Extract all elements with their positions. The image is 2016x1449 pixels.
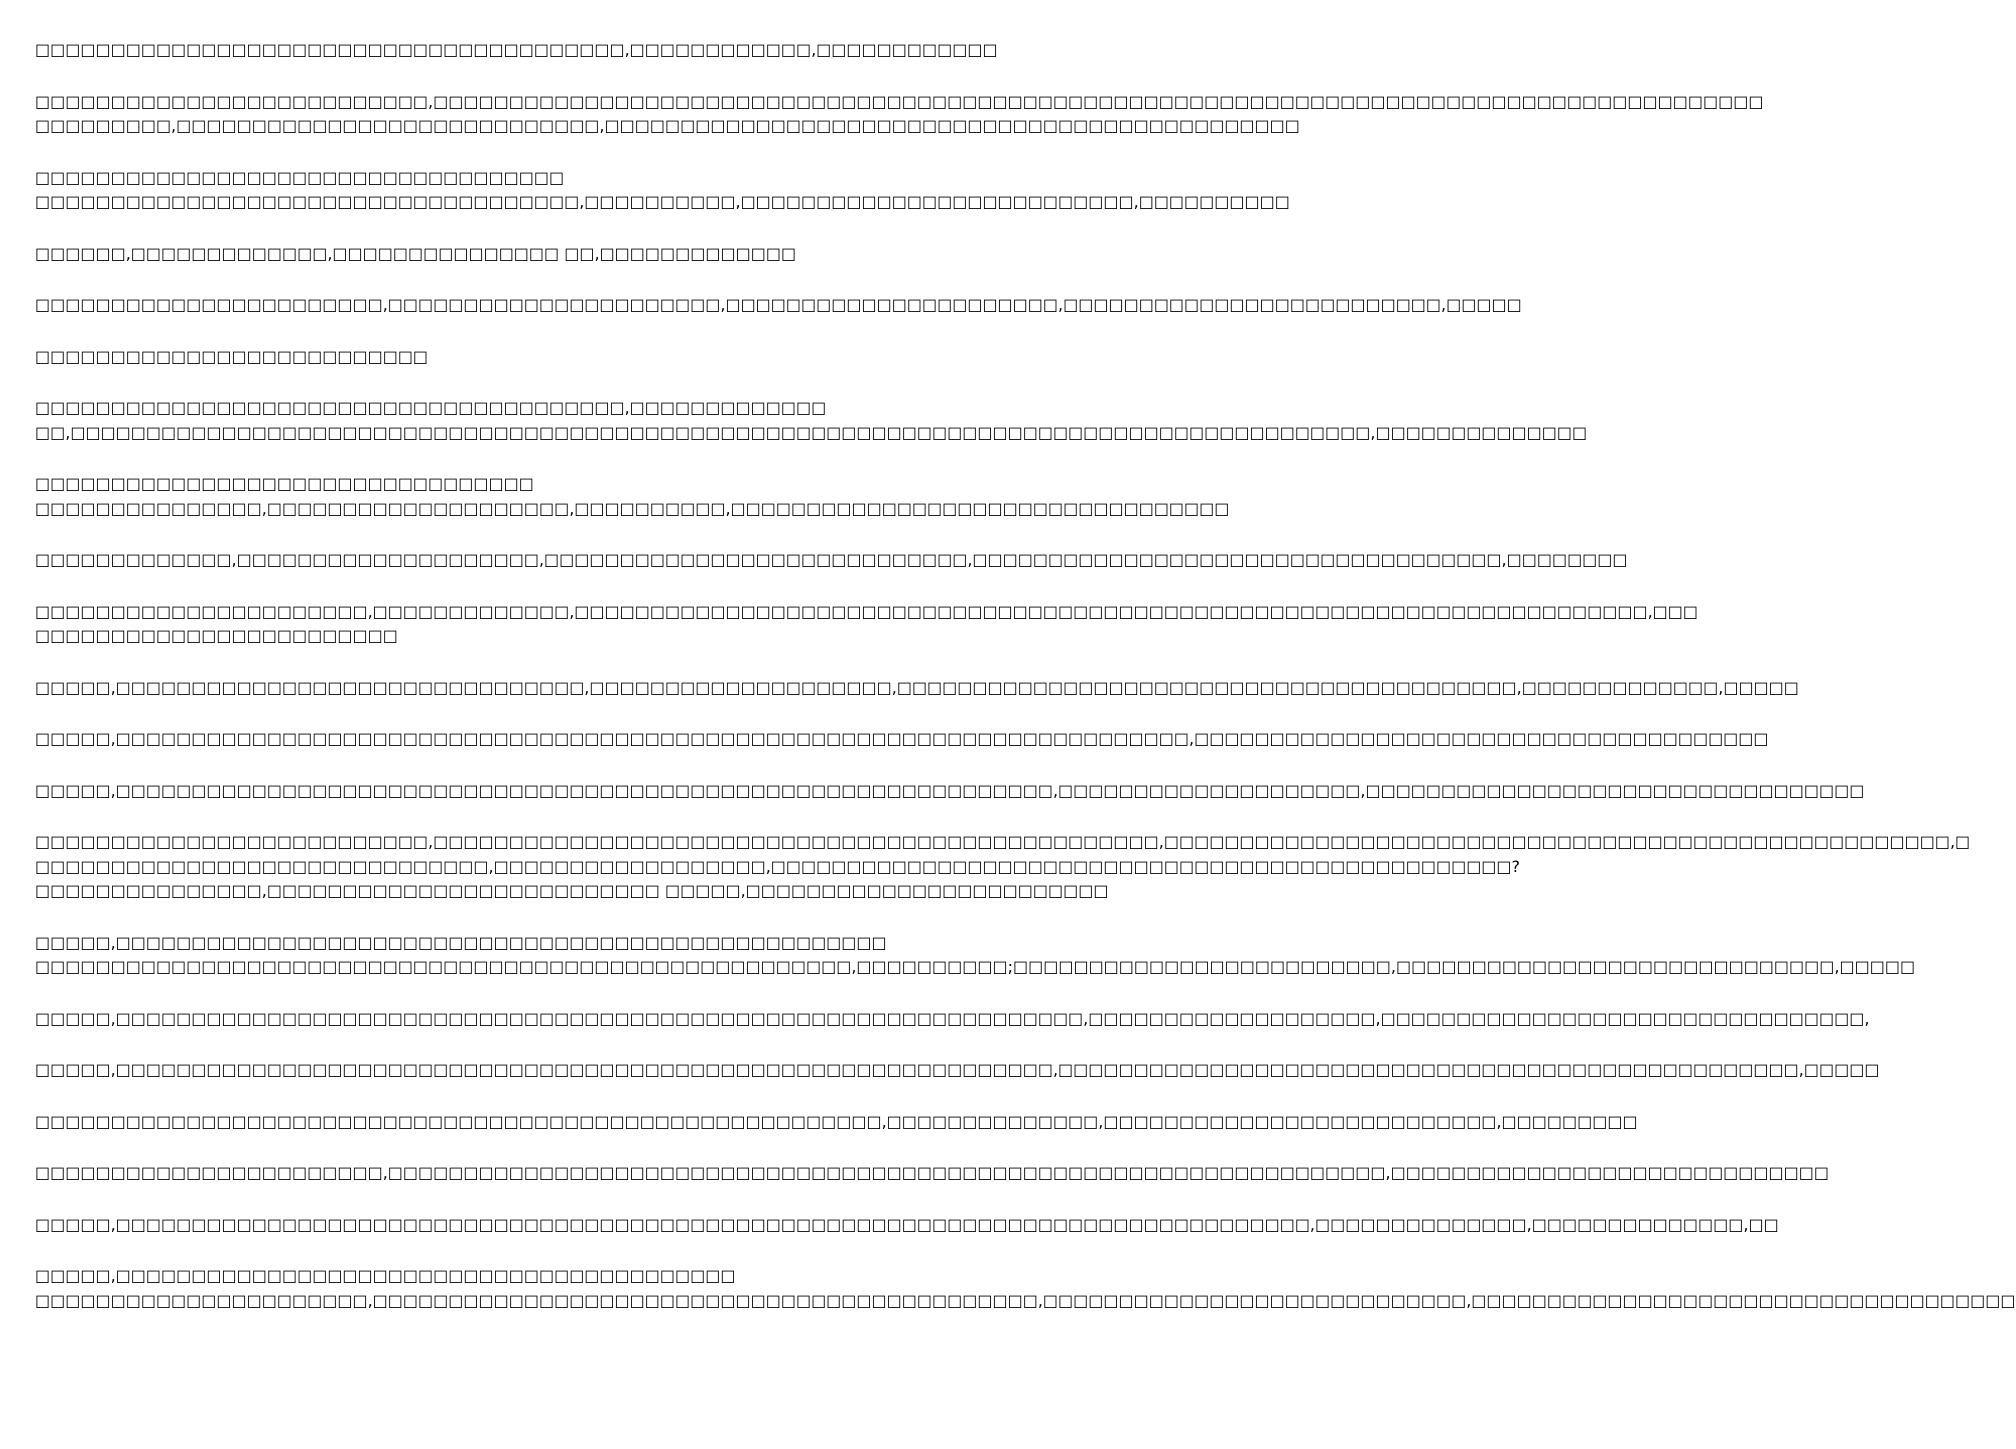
- paragraph: [35, 38, 998, 63]
- text-line: □□□□□□□□□□□□□□□□□□□□□□□□□□□□□□□□□□□□□□□,□□□□□□□□□□□□,□□□□□□□□□□□□: [35, 40, 998, 59]
- text-line: □□□□□,□□□□□□□□□□□□□□□□□□□□□□□□□□□□□□□□□□□□□□□□□□□□□□□□□□□□□□□□□□□□□□,□□□□□□□□□□□□□□□□□□□□,□□□□□□□□□□□□□□□□□□□□□□□□□□□□□□□□□: [35, 780, 1865, 800]
- text-line: □□□□□□□□□□□□□,□□□□□□□□□□□□□□□□□□□□,□□□□□□□□□□□□□□□□□□□□□□□□□□□□,□□□□□□□□□□□□□□□□□□□□□□□□□□□□□□□□□□□,□□□□□□□□: [35, 550, 1628, 569]
- paragraph: [35, 1161, 1829, 1186]
- text-line: □□□□□□□□□□□□□□□□□□□□□□□□□□□□□□□□□□□□□□□□□□□□□□□□□□□□□□,□□□□□□□□□□;□□□□□□□□□□□□□□□□□□□□□□□□□,□□□□□□□□□□□□□□□□□□□□□□□□□□□□□,□□□□□: [35, 957, 1916, 976]
- text-line: □□□□□□□□□□□□□□□□□□□□□□□□□□: [35, 346, 429, 366]
- text-line: □□□□□,□□□□□□□□□□□□□□□□□□□□□□□□□□□□□□□□□□□□□□□□□□□□□□□□□□□: [35, 932, 887, 952]
- text-line: □□□□□,□□□□□□□□□□□□□□□□□□□□□□□□□□□□□□□□□□□□□□□□□□□□□□□□□□□□□□□□□□□□□□□□,□□□□□□□□□□□□□□□□□□□,□□□□□□□□□□□□□□□□□□□□□□□□□□□□□□□□,: [35, 1008, 1870, 1028]
- text-line: □□□□□□,□□□□□□□□□□□□□,□□□□□□□□□□□□□□□ □□,□□□□□□□□□□□□□: [35, 243, 797, 263]
- text-line: □□□□□,□□□□□□□□□□□□□□□□□□□□□□□□□□□□□□□□□□□□□□□□□□□□□□□□□□□□□□□□□□□□□□□□□□□□□□□□□□□□□□□,□□□□□□□□□□□□□□,□□□□□□□□□□□□□□,□□: [35, 1214, 1779, 1234]
- paragraph: [35, 1058, 1880, 1083]
- text-line: □□□□□□□□□□□□□□□□□□□□□□□□□□□□□□□□□: [35, 474, 534, 493]
- text-line: □□□□□□□□□□□□□□□,□□□□□□□□□□□□□□□□□□□□,□□□□□□□□□□,□□□□□□□□□□□□□□□□□□□□□□□□□□□□□□□□□: [35, 498, 1230, 518]
- document-page: [35, 38, 2016, 1340]
- text-line: □□□□□□□□□□□□□□□□□□□□□□□□□□□□□□□□□□□□□□□□□□□□□□□□□□□□□□□□,□□□□□□□□□□□□□□,□□□□□□□□□□□□□□□□□□□□□□□□□□,□□□□□□□□□: [35, 1111, 1638, 1131]
- text-line: □□□□□□□□□□□□□□□□□□□□□□□□□□□□□□,□□□□□□□□□□□□□□□□□□,□□□□□□□□□□□□□□□□□□□□□□□□□□□□□□□□□□□□□□□□□□□□□□□□□?: [35, 856, 1521, 876]
- paragraph: [35, 676, 1799, 701]
- paragraph: [35, 931, 1916, 980]
- text-line: □□□□□□□□□□□□□□□□□□□□□□□□□□□□□□□□□□□: [35, 167, 565, 187]
- paragraph: [35, 600, 1699, 649]
- paragraph: [35, 1213, 1779, 1238]
- text-line: □□□□□,□□□□□□□□□□□□□□□□□□□□□□□□□□□□□□□□□□□□□□□□□: [35, 1266, 736, 1285]
- paragraph: [35, 1264, 2016, 1313]
- paragraph: [35, 779, 1865, 804]
- text-line: □□□□□,□□□□□□□□□□□□□□□□□□□□□□□□□□□□□□□,□□□□□□□□□□□□□□□□□□□□,□□□□□□□□□□□□□□□□□□□□□□□□□□□□□□□□□□□□□□□□□,□□□□□□□□□□□□□,□□□□□: [35, 677, 1799, 697]
- paragraph: [35, 242, 990, 267]
- text-line: □□□□□□□□□□□□□□□□□□□□□□□□□□,□□□□□□□□□□□□□□□□□□□□□□□□□□□□□□□□□□□□□□□□□□□□□□□□,□□□□□□□□□□□□□□□□□□□□□□□□□□□□□□□□□□□□□□□□□□□□□□□□□□□□,□: [35, 832, 1971, 851]
- paragraph: [35, 293, 1522, 318]
- text-line: □□,□□□□□□□□□□□□□□□□□□□□□□□□□□□□□□□□□□□□□□□□□□□□□□□□□□□□□□□□□□□□□□□□□□□□□□□□□□□□□□□□□□□□□□,□□□□□□□□□□□□□□: [35, 422, 1588, 442]
- text-line: □□□□□□□□□□□□□□□□□□□□□□□,□□□□□□□□□□□□□□□□□□□□□□,□□□□□□□□□□□□□□□□□□□□□□,□□□□□□□□□□□□□□□□□□□□□□□□□,□□□□□: [35, 295, 1522, 314]
- text-line: □□□□□□□□□□□□□□□□□□□□□□□,□□□□□□□□□□□□□□□□□□□□□□□□□□□□□□□□□□□□□□□□□□□□□□□□□□□□□□□□□□□□□□□□□□,□□□□□□□□□□□□□□□□□□□□□□□□□□□□□: [35, 1163, 1829, 1182]
- paragraph: [35, 1007, 1870, 1032]
- paragraph: [35, 1110, 1638, 1135]
- text-line: □□□□□,□□□□□□□□□□□□□□□□□□□□□□□□□□□□□□□□□□□□□□□□□□□□□□□□□□□□□□□□□□□□□□,□□□□□□□□□□□□□□□□□□□□□□□□□□□□□□□□□□□□□□□□□□□□□□□□□,□□□□□: [35, 1060, 1880, 1079]
- paragraph: [35, 90, 1764, 139]
- paragraph: [35, 345, 990, 370]
- text-line: □□□□□,□□□□□□□□□□□□□□□□□□□□□□□□□□□□□□□□□□□□□□□□□□□□□□□□□□□□□□□□□□□□□□□□□□□□□□□,□□□□□□□□□□□□□□□□□□□□□□□□□□□□□□□□□□□□□□: [35, 729, 1769, 748]
- paragraph: [35, 830, 1971, 904]
- paragraph: [35, 472, 1230, 521]
- text-line: □□□□□□□□□□□□□□□□□□□□□□□□□□,□□□□□□□□□□□□□□□□□□□□□□□□□□□□□□□□□□□□□□□□□□□□□□□□□□□□□□□□□□□□□□□□□□□□□□□□□□□□□□□□□□□□□□□□: [35, 91, 1764, 111]
- paragraph: [35, 548, 1628, 573]
- paragraph: [35, 396, 1588, 445]
- paragraph: [35, 727, 1769, 752]
- text-line: □□□□□□□□□□□□□□□,□□□□□□□□□□□□□□□□□□□□□□□□□□ □□□□□,□□□□□□□□□□□□□□□□□□□□□□□□: [35, 881, 1109, 900]
- paragraph: [35, 166, 1290, 215]
- text-line: □□□□□□□□□□□□□□□□□□□□□□□□□□□□□□□□□□□□□□□,□□□□□□□□□□□□□: [35, 398, 827, 417]
- text-line: □□□□□□□□□□□□□□□□□□□□□□□□: [35, 626, 398, 645]
- text-line: □□□□□□□□□□□□□□□□□□□□□□□□□□□□□□□□□□□□,□□□□□□□□□□,□□□□□□□□□□□□□□□□□□□□□□□□□□,□□□□□□□□□□: [35, 192, 1290, 211]
- text-line: □□□□□□□□□□□□□□□□□□□□□□,□□□□□□□□□□□□□,□□□□□□□□□□□□□□□□□□□□□□□□□□□□□□□□□□□□□□□□□□□□□□□□□□□□□□□□□□□□□□□□□□□□□□□,□□□: [35, 601, 1699, 621]
- text-line: □□□□□□□□□,□□□□□□□□□□□□□□□□□□□□□□□□□□□□,□□□□□□□□□□□□□□□□□□□□□□□□□□□□□□□□□□□□□□□□□□□□□□: [35, 116, 1300, 135]
- text-line: □□□□□□□□□□□□□□□□□□□□□□,□□□□□□□□□□□□□□□□□□□□□□□□□□□□□□□□□□□□□□□□□□□□,□□□□□□□□□□□□□□□□□□□□□□□□□□□□,□□□□□□□□□□□□□□□□□□□□□□□□□□□□□□□□□□□□: [35, 1290, 2016, 1310]
